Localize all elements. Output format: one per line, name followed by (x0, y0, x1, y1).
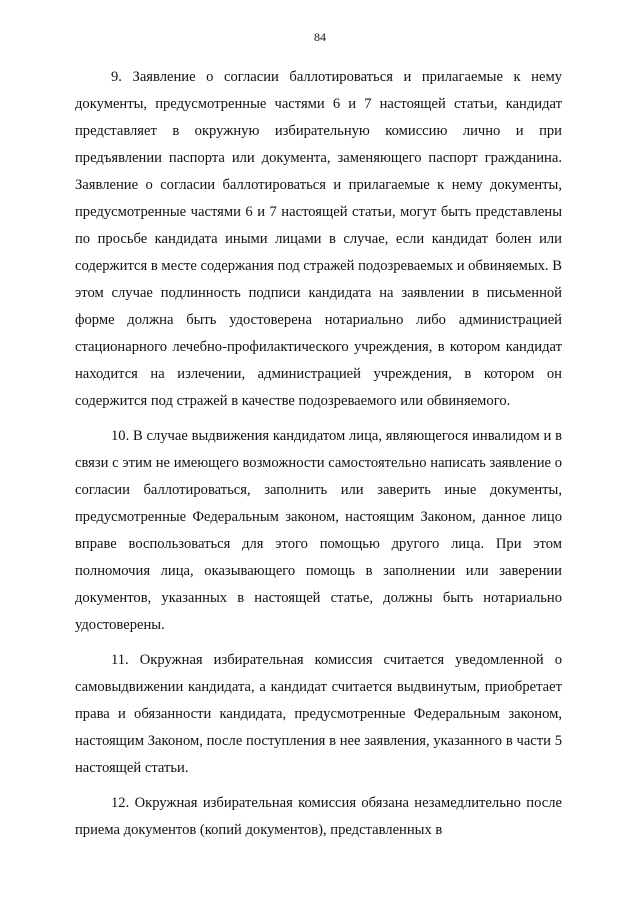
paragraph-11: 11. Окружная избирательная комиссия считается уведомленной о самовыдвижении кандидата, а кандидат считается выдвинутым, приобретает права и обязанности кандидата, предусмотренные Федеральным законом, настоящим Законом, после поступления в нее заявления, указанного в части 5 настоящей статьи. (75, 652, 562, 776)
document-body (75, 64, 562, 844)
paragraph-9: 9. Заявление о согласии баллотироваться и прилагаемые к нему документы, предусмотренные частями 6 и 7 настоящей статьи, кандидат представляет в окружную избирательную комиссию лично и при предъявлении паспорта или документа, заменяющего паспорт гражданина. Заявление о согласии баллотироваться и прилагаемые к нему документы, предусмотренные частями 6 и 7 настоящей статьи, могут быть представлены по просьбе кандидата иными лицами в случае, если кандидат болен или содержится в месте содержания под стражей подозреваемых и обвиняемых. В этом случае подлинность подписи кандидата на заявлении в письменной форме должна быть удостоверена нотариально либо администрацией стационарного лечебно-профилактического учреждения, в котором кандидат находится на излечении, администрацией учреждения, в котором он содержится под стражей в качестве подозреваемого или обвиняемого. (75, 69, 562, 409)
paragraph-12: 12. Окружная избирательная комиссия обязана незамедлительно после приема документов (копий документов), представленных в (75, 795, 562, 838)
page-number: 84 (314, 30, 326, 44)
paragraph-10: 10. В случае выдвижения кандидатом лица, являющегося инвалидом и в связи с этим не имеющего возможности самостоятельно написать заявление о согласии баллотироваться, заполнить или заверить иные документы, предусмотренные Федеральным законом, настоящим Законом, данное лицо вправе воспользоваться для этого помощью другого лица. При этом полномочия лица, оказывающего помощь в заполнении или заверении документов, указанных в настоящей статье, должны быть нотариально удостоверены. (75, 428, 562, 633)
